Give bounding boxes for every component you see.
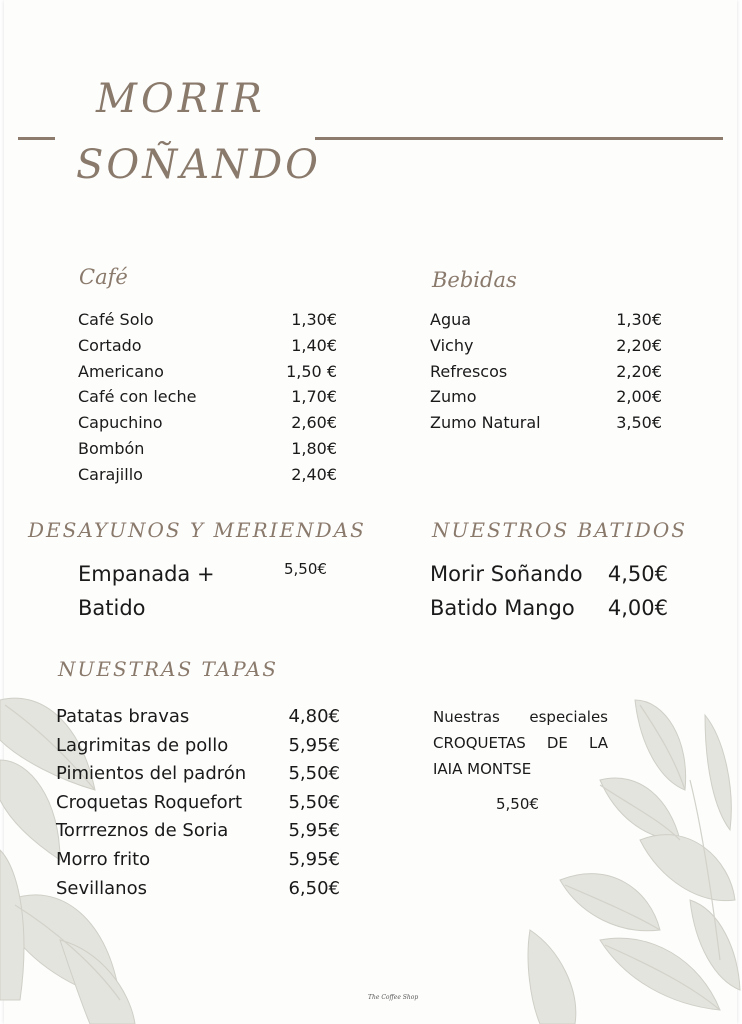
item-name: Morir Soñando — [430, 562, 583, 586]
item-price: 5,50€ — [288, 763, 340, 785]
item-name: Café Solo — [78, 310, 154, 329]
item-price: 5,95€ — [288, 734, 340, 756]
item-name: Vichy — [430, 335, 474, 355]
desayunos-price: 5,50€ — [284, 560, 327, 578]
list-item — [78, 384, 337, 410]
item-price: 2,20€ — [616, 335, 662, 355]
cafe-heading: Café — [79, 265, 128, 289]
item-price: 5,50€ — [288, 791, 340, 813]
especiales-price: 5,50€ — [496, 795, 539, 813]
list-item — [78, 436, 337, 462]
list-item — [430, 359, 662, 385]
item-price: 5,95€ — [288, 848, 340, 870]
item-name: Capuchino — [78, 413, 163, 433]
item-price: 4,80€ — [288, 706, 340, 727]
desayunos-heading: DESAYUNOS Y MERIENDAS — [28, 518, 366, 542]
item-price: 3,50€ — [616, 413, 662, 433]
item-price: 1,30€ — [616, 310, 662, 329]
list-item — [78, 307, 337, 333]
list-item — [56, 703, 340, 732]
list-item — [430, 384, 662, 410]
batidos-heading: NUESTROS BATIDOS — [432, 518, 687, 542]
item-name: Café con leche — [78, 387, 197, 407]
item-name: Americano — [78, 361, 164, 381]
item-name: Sevillanos — [56, 877, 147, 899]
item-price: 2,60€ — [291, 413, 337, 433]
cafe-list — [78, 307, 337, 488]
item-name: Croquetas Roquefort — [56, 791, 243, 813]
item-price: 2,00€ — [616, 387, 662, 407]
item-name-line2: Batido — [78, 596, 146, 620]
item-price: 5,95€ — [288, 820, 340, 842]
item-name: Morro frito — [56, 848, 151, 870]
title-rule-left — [18, 137, 55, 140]
item-price: 2,20€ — [616, 361, 662, 381]
item-name: Torrreznos de Soria — [56, 820, 229, 842]
item-name: Refrescos — [430, 361, 508, 381]
item-price: 6,50€ — [288, 877, 340, 899]
item-name: Agua — [430, 310, 472, 329]
list-item — [430, 333, 662, 359]
item-name: Zumo — [430, 387, 477, 407]
item-price: 1,70€ — [291, 387, 337, 407]
item-name: Cortado — [78, 335, 142, 355]
tapas-list — [56, 703, 340, 903]
tapas-heading: NUESTRAS TAPAS — [58, 657, 279, 681]
list-item — [56, 789, 340, 818]
list-item — [78, 333, 337, 359]
especiales-note: Nuestras especiales CROQUETAS DE LA IAIA MONTSE — [433, 708, 608, 778]
item-name: Carajillo — [78, 464, 143, 484]
menu-title-line1: MORIR — [96, 76, 266, 122]
list-item — [56, 846, 340, 875]
list-item — [78, 410, 337, 436]
item-name: Lagrimitas de pollo — [56, 734, 229, 756]
list-item — [56, 875, 340, 904]
item-name: Bombón — [78, 438, 145, 458]
item-name: Batido Mango — [430, 596, 575, 620]
item-name: Patatas bravas — [56, 706, 190, 727]
bebidas-list — [430, 307, 662, 436]
list-item — [56, 760, 340, 789]
item-price: 1,50 € — [286, 361, 337, 381]
item-price: 1,40€ — [291, 335, 337, 355]
item-price: 1,80€ — [291, 438, 337, 458]
list-item — [56, 817, 340, 846]
list-item — [430, 591, 668, 625]
bebidas-heading: Bebidas — [432, 268, 517, 292]
item-name: Pimientos del padrón — [56, 763, 247, 785]
item-price: 1,30€ — [291, 310, 337, 329]
list-item — [78, 462, 337, 488]
item-price: 4,50€ — [607, 562, 668, 586]
item-name: Zumo Natural — [430, 413, 541, 433]
list-item — [430, 557, 668, 591]
list-item — [430, 307, 662, 333]
list-item — [78, 359, 337, 385]
item-price: 2,40€ — [291, 464, 337, 484]
title-rule-right — [315, 137, 723, 140]
list-item — [56, 732, 340, 761]
item-name-line1: Empanada + — [78, 562, 215, 586]
footer-logo-text: The Coffee Shop — [368, 994, 419, 1001]
item-price: 4,00€ — [607, 596, 668, 620]
batidos-list — [430, 557, 668, 625]
menu-title-line2: SOÑANDO — [76, 142, 321, 188]
desayunos-item — [78, 557, 278, 625]
list-item — [430, 410, 662, 436]
